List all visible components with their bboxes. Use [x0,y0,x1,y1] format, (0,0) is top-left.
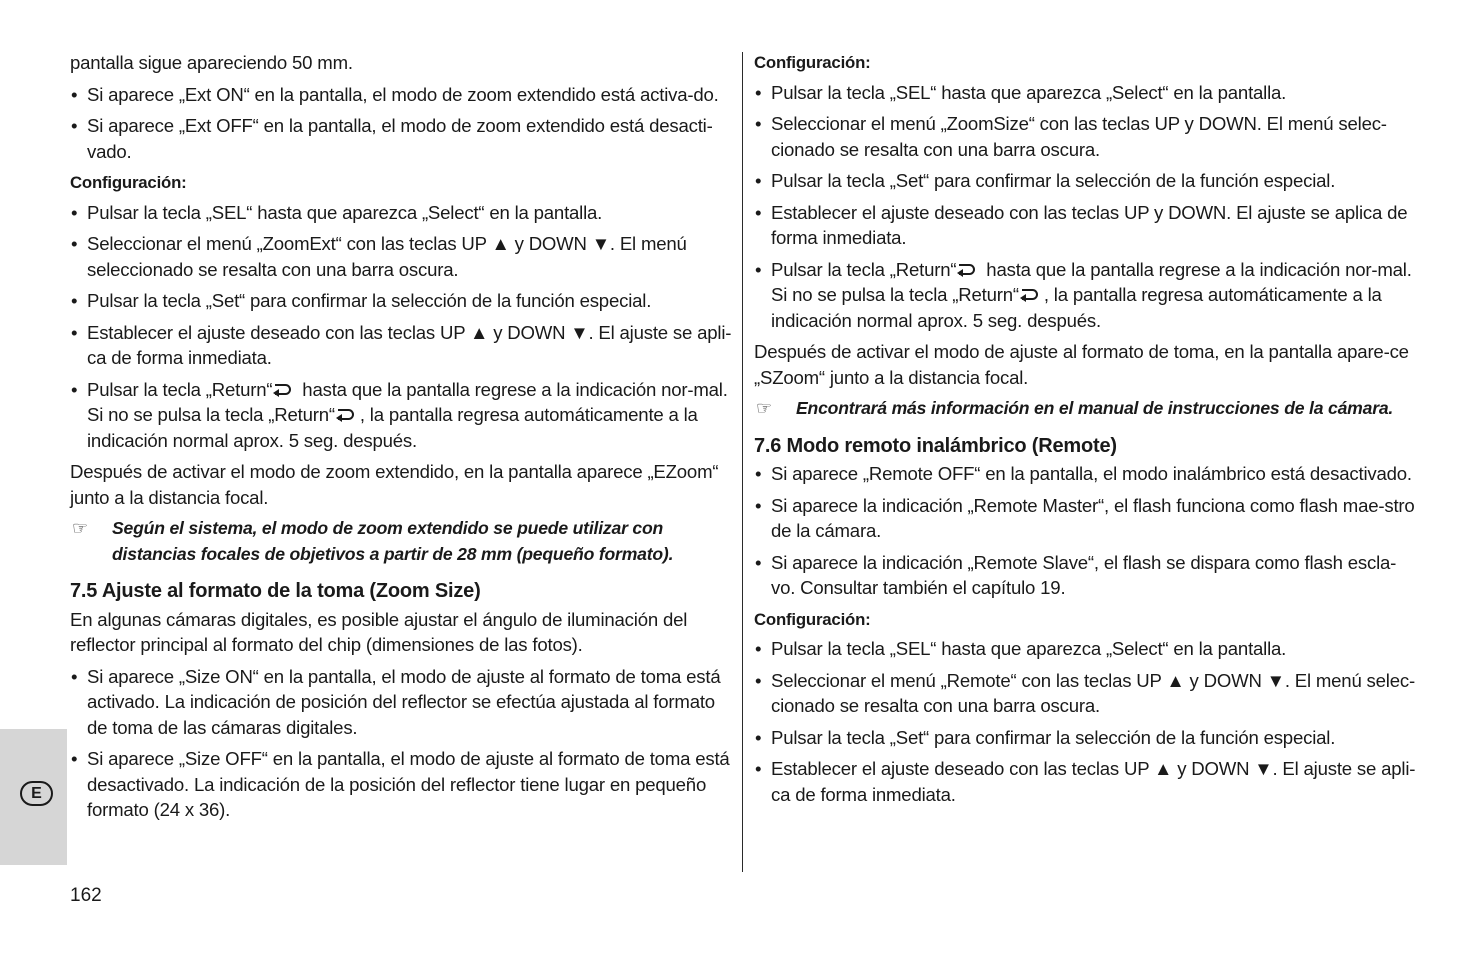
return-list-item: • Pulsar la tecla „Return“ hasta que la pantalla regrese a la indicación nor-mal. Si no se pulsa la tecla „Return“ , la pantalla regresa automáticamente a la indicación normal aprox. 5 seg. después. [70,377,732,454]
after-text: Después de activar el modo de ajuste al formato de toma, en la pantalla apare-ce „SZoom“ junto a la distancia focal. [754,341,1409,388]
list-item: • Establecer el ajuste deseado con las teclas UP y DOWN. El ajuste se aplica de forma inmediata. [754,200,1418,251]
right-column [754,50,1418,813]
language-tab-letter: E [20,781,53,806]
size-bullet-list [70,664,732,823]
return-arrow-icon [336,409,356,419]
config-heading: Configuración: [70,173,187,192]
list-item: • Pulsar la tecla „Set“ para confirmar la selección de la función especial. [70,288,732,314]
note: ☞ Según el sistema, el modo de zoom extendido se puede utilizar con distancias focales de objetivos a partir de 28 mm (pequeño formato). [72,518,674,564]
config-bullet-list [754,80,1418,334]
pointing-hand-icon: ☞ [72,518,88,538]
config-bullet-list [70,200,732,454]
list-item: • Seleccionar el menú „ZoomSize“ con las teclas UP y DOWN. El menú selec-cionado se resalta con una barra oscura. [754,111,1418,162]
list-item: • Establecer el ajuste deseado con las teclas UP ▲ y DOWN ▼. El ajuste se apli-ca de forma inmediata. [70,320,732,371]
intro-text: pantalla sigue apareciendo 50 mm. [70,52,353,73]
left-column [70,50,732,829]
list-item: • Si aparece la indicación „Remote Slave“, el flash se dispara como flash escla-vo. Consultar también el capítulo 19. [754,550,1418,601]
list-item: • Si aparece la indicación „Remote Master“, el flash funciona como flash mae-stro de la cámara. [754,493,1418,544]
list-item: • Pulsar la tecla „Set“ para confirmar la selección de la función especial. [754,725,1418,751]
list-item: • Seleccionar el menú „ZoomExt“ con las teclas UP ▲ y DOWN ▼. El menú seleccionado se resalta con una barra oscura. [70,231,732,282]
column-divider [742,52,743,872]
list-item: • Si aparece „Size ON“ en la pantalla, el modo de ajuste al formato de toma está activado. La indicación de posición del reflector se efectúa ajustada al formato de toma de las cámaras digitales. [70,664,732,741]
list-item: • Si aparece „Size OFF“ en la pantalla, el modo de ajuste al formato de toma está desactivado. La indicación de la posición del reflector tiene lugar en pequeño formato (24 x 36). [70,746,732,823]
after-text: Después de activar el modo de zoom extendido, en la pantalla aparece „EZoom“ junto a la distancia focal. [70,461,719,508]
pointing-hand-icon: ☞ [756,398,772,418]
note: ☞ Encontrará más información en el manual de instrucciones de la cámara. [754,396,1418,422]
return-arrow-icon [957,264,977,274]
list-item: • Establecer el ajuste deseado con las teclas UP ▲ y DOWN ▼. El ajuste se apli-ca de forma inmediata. [754,756,1418,807]
list-item: • Pulsar la tecla „Set“ para confirmar la selección de la función especial. [754,168,1418,194]
section-intro: En algunas cámaras digitales, es posible ajustar el ángulo de iluminación del reflector principal al formato del chip (dimensiones de las fotos). [70,608,688,655]
section-heading: 7.6 Modo remoto inalámbrico (Remote) [754,434,1117,457]
config-heading: Configuración: [754,609,871,629]
list-item: • Si aparece „Remote OFF“ en la pantalla, el modo inalámbrico está desactivado. [754,461,1418,487]
list-item: • Pulsar la tecla „SEL“ hasta que aparezca „Select“ en la pantalla. [70,200,732,226]
return-arrow-icon [1020,289,1040,299]
return-arrow-icon [273,384,293,394]
remote-bullet-list [754,461,1418,601]
list-item: • Pulsar la tecla „SEL“ hasta que aparezca „Select“ en la pantalla. [754,636,1418,662]
page-number: 162 [70,885,102,906]
return-list-item: • Pulsar la tecla „Return“ hasta que la pantalla regrese a la indicación nor-mal. Si no se pulsa la tecla „Return“ , la pantalla regresa automáticamente a la indicación normal aprox. 5 seg. después. [754,257,1418,334]
list-item: • Pulsar la tecla „SEL“ hasta que aparezca „Select“ en la pantalla. [754,80,1418,106]
section-heading: 7.5 Ajuste al formato de la toma (Zoom Size) [70,580,481,602]
list-item: • Si aparece „Ext ON“ en la pantalla, el modo de zoom extendido está activa-do. [70,82,732,108]
list-item: • Si aparece „Ext OFF“ en la pantalla, el modo de zoom extendido está desacti-vado. [70,113,732,164]
config-heading: Configuración: [754,53,871,72]
list-item: • Seleccionar el menú „Remote“ con las teclas UP ▲ y DOWN ▼. El menú selec-cionado se resalta con una barra oscura. [754,668,1418,719]
config-bullet-list [754,636,1418,807]
ext-bullet-list [70,82,732,165]
